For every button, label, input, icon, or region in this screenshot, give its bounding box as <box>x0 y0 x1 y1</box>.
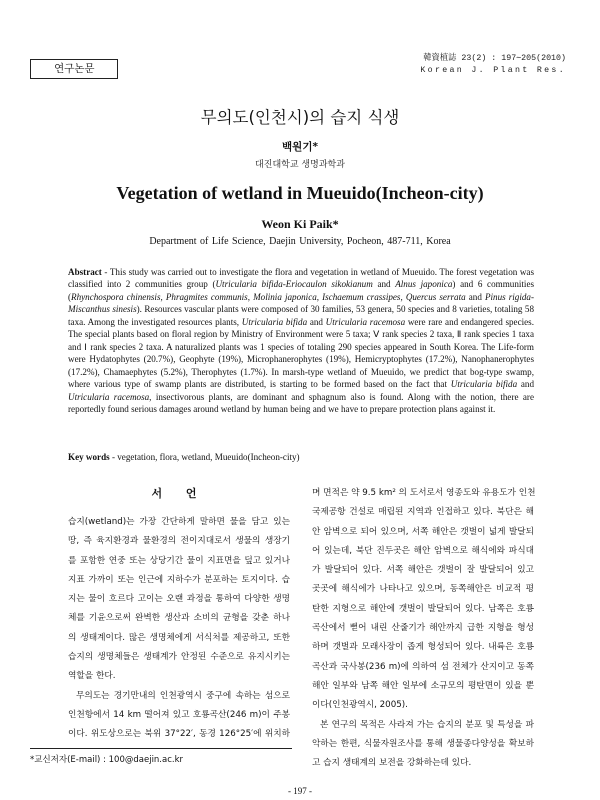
body-line: 습지(wetland)는 가장 간단하게 말하면 물을 담고 있는 <box>68 517 290 527</box>
body-line: 어 있는데, 북단 진두곳은 해안 암벽으로 해식에와 파식대 <box>312 545 534 556</box>
body-line: 탄한 지형으로 해안에 갯벌이 발달되어 있다. 남쪽은 호룡 <box>312 603 534 614</box>
body-line: 며 면적은 약 9.5 km² 의 도서로서 영종도와 유용도가 인천 <box>312 488 536 498</box>
body-line: 역할을 한다. <box>68 671 116 682</box>
body-line: 안 암벽으로 되어 있으며, 서쪽 해안은 갯벌이 넓게 발달되 <box>312 526 534 537</box>
body-line: 하며 갯벌과 모래사장이 좁게 형성되어 있다. 내륙은 호룡 <box>312 642 534 653</box>
abstract-species: Pinus rigida-Miscanthus sinesis <box>68 291 535 315</box>
abstract-label: Abstract <box>68 267 102 277</box>
body-line: 습지의 생명체들은 생태계가 안정된 수준으로 유지시키는 <box>68 652 290 663</box>
journal-line-name: Korean J. Plant Res. <box>420 66 566 75</box>
abstract-species: Utricularia bifida <box>241 316 308 327</box>
abstract-species: Utricularia bifida-Eriocaulon sikokianum <box>215 279 373 290</box>
body-line: 곡산과 국사봉(236 m)에 의하여 섬 전체가 산지이고 동쪽 <box>312 661 534 672</box>
abstract-text: were rare and endangered species. The special plants based on floral region by Ministry of Environment were 5 taxa; Ⅴ rank species 2 taxa, Ⅱ rank species 1 taxa and Ⅰ rank species 2 taxa. A naturalized plants was 1 species of totaling 290 species appeared in South Korea. The Life-form were Hydatophytes (20.7%), Geophyte (19%), Microphanerophytes (19%), Hemicryptophytes (17.2%), Nanophanerophytes (17.2%), Chamaephytes (5.2%), Therophytes (1.7%). In marsh-type wetland of Mueuido, we predict that bog-type swamp, where various type of swamp plants are distributed, is starting to be formed based on the fact that <box>68 316 534 390</box>
body-line: 해안 일부와 남쪽 해안 일부에 소규모의 평탄면이 있을 뿐 <box>312 680 534 691</box>
title-english: Vegetation of wetland in Mueuido(Incheon-city) <box>116 183 484 203</box>
abstract-text: ). Resources vascular plants were composed of 30 families, 53 genera, 50 species and 8 varieties, totaling 58 taxa. Among the investigated resources plants, <box>68 304 534 327</box>
corresponding-author-footnote: *교신저자(E-mail) : 100@daejin.ac.kr <box>30 755 184 765</box>
category-tag <box>30 59 118 79</box>
body-line: 의 생태계이다. 많은 생명체에게 서식처를 제공하고, 또한 <box>68 632 290 643</box>
abstract-text: and <box>465 291 485 302</box>
abstract-species: Rhynchospora chinensis, Phragmites communis, Molinia japonica, Ischaemum crassipes, Quercus serrata <box>71 291 466 302</box>
body-line: 본 연구의 목적은 사라져 가는 습지의 분포 및 특성을 파 <box>320 719 534 730</box>
author-korean: 백원기* <box>282 141 318 153</box>
journal-line-volume: 韓資植誌 23(2) : 197∼205(2010) <box>423 54 566 63</box>
title-korean: 무의도(인천시)의 습지 식생 <box>200 108 400 127</box>
keywords <box>68 452 300 462</box>
body-line: 곡산에서 뻗어 내린 산줄기가 해안까지 급한 지형을 형성 <box>312 623 534 634</box>
abstract-species: Utricularia bifida <box>450 379 518 390</box>
abstract-text: and <box>517 379 535 390</box>
body-column-left <box>68 513 290 745</box>
body-line: 국제공항 건설로 매립된 지역과 인접하고 있다. 북단은 해 <box>312 507 534 518</box>
abstract-text: , insectivorous plants, are dominant and sphagnum also is found. Along with the notion, there are reportedly found serious damages around wetland by human being and we have to prepare protection plans against it. <box>68 391 534 414</box>
body-line: 이다. 위도상으로는 북위 37°22′, 동경 126°25′에 위치하 <box>68 729 290 740</box>
body-line: 무의도는 경기만내의 인천광역시 중구에 속하는 섬으로 <box>76 690 290 701</box>
abstract-text: - This study was carried out to investigate the flora and vegetation in wetland of Mueuido. The forest vegetation was classified into 2 communities group ( <box>68 267 534 290</box>
body-line: 이다(인천광역시, 2005). <box>312 700 408 711</box>
affiliation-english: Department of Life Science, Daejin University, Pocheon, 487-711, Korea <box>149 236 451 247</box>
affiliation-korean: 대진대학교 생명과학과 <box>255 160 345 170</box>
body-line: 체를 기윤으로써 완벽한 생산과 소비의 균형을 갖춘 하나 <box>68 613 290 624</box>
section-heading-introduction: 서 언 <box>151 487 207 500</box>
keywords-text: - vegetation, flora, wetland, Mueuido(Incheon-city) <box>109 452 300 462</box>
body-line: 땅, 즉 육지환경과 물환경의 전이지대로서 생물의 생장기 <box>68 536 290 547</box>
body-column-right <box>312 484 534 773</box>
abstract-text: ) and 6 communities ( <box>68 279 535 302</box>
journal-citation <box>420 53 566 77</box>
abstract-species: Alnus japonica <box>395 279 453 290</box>
abstract-text: and <box>307 316 326 327</box>
abstract-species: Utricularia racemosa <box>325 316 406 327</box>
body-line: 를 포함한 연중 또는 상당기간 물이 지표면을 덮고 있거나 <box>68 555 290 566</box>
abstract-species: Utricularia racemosa <box>68 391 150 402</box>
keywords-label: Key words <box>68 452 110 462</box>
body-line: 가 발달되어 있다. 서쪽 해안은 갯벌이 잘 발달되어 있고 <box>312 565 534 576</box>
body-line: 곳곳에 해식에가 나타나고 있으며, 동쪽해안은 비교적 평 <box>312 584 534 595</box>
abstract <box>68 266 534 415</box>
category-tag-label: 연구논문 <box>53 62 95 75</box>
body-line: 지는 물이 흐르다 고이는 오랜 과정을 통하여 다양한 생명 <box>68 594 290 605</box>
page-number: - 197 - <box>288 786 312 796</box>
body-line: 지표 가까이 또는 인근에 지하수가 분포하는 토지이다. 습 <box>68 574 290 585</box>
body-line: 고 습지 생태계의 보전을 강화하는데 있다. <box>312 758 472 769</box>
footnote-divider <box>30 748 292 749</box>
author-english: Weon Ki Paik* <box>261 217 339 231</box>
abstract-text: and <box>372 279 396 290</box>
body-line: 인천항에서 14 km 떨어져 있고 호룡곡산(246 m)이 주봉 <box>68 709 290 720</box>
body-line: 악하는 한편, 식물자원조사를 통해 생물종다양성을 확보하 <box>312 738 534 749</box>
